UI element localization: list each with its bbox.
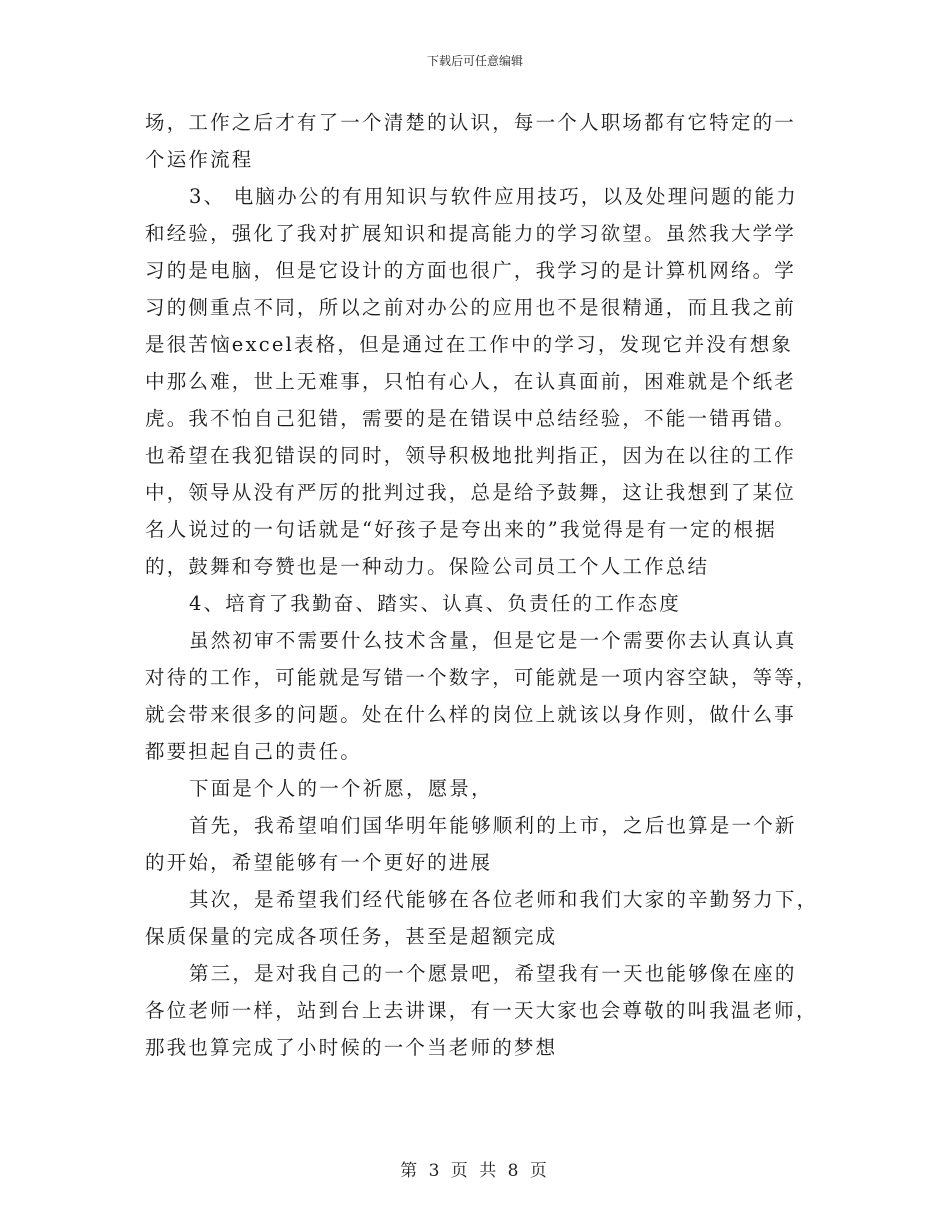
paragraph-line: 场，工作之后才有了一个清楚的认识，每一个人职场都有它特定的一 bbox=[145, 111, 797, 134]
paragraph-line: 虎。我不怕自己犯错，需要的是在错误中总结经验，不能一错再错。 bbox=[145, 407, 797, 430]
paragraph-line: 保质保量的完成各项任务，甚至是超额完成 bbox=[145, 925, 558, 948]
page-header: 下载后可任意编辑 bbox=[426, 54, 523, 68]
page-footer: 第 3 页 共 8 页 bbox=[400, 1161, 550, 1181]
paragraph-line: 那我也算完成了小时候的一个当老师的梦想 bbox=[145, 1036, 558, 1059]
paragraph-line: 习的侧重点不同，所以之前对办公的应用也不是很精通，而且我之前 bbox=[145, 296, 797, 319]
paragraph-line: 其次，是希望我们经代能够在各位老师和我们大家的辛勤努力下， bbox=[189, 888, 819, 911]
paragraph-line: 的开始，希望能够有一个更好的进展 bbox=[145, 851, 493, 874]
paragraph-line: 中那么难，世上无难事，只怕有心人，在认真面前，困难就是个纸老 bbox=[145, 370, 797, 393]
paragraph-line: 首先，我希望咱们国华明年能够顺利的上市，之后也算是一个新 bbox=[189, 814, 797, 837]
paragraph-line: 中，领导从没有严厉的批判过我，总是给予鼓舞，这让我想到了某位 bbox=[145, 481, 797, 504]
paragraph-line: 也希望在我犯错误的同时，领导积极地批判指正，因为在以往的工作 bbox=[145, 444, 797, 467]
paragraph-line: 的，鼓舞和夸赞也是一种动力。保险公司员工个人工作总结 bbox=[145, 555, 710, 578]
paragraph-line: 3、 电脑办公的有用知识与软件应用技巧，以及处理问题的能力 bbox=[189, 185, 798, 208]
paragraph-line: 个运作流程 bbox=[145, 148, 254, 171]
document-body bbox=[145, 104, 819, 1066]
paragraph-line: 第三，是对我自己的一个愿景吧，希望我有一天也能够像在座的 bbox=[189, 962, 797, 985]
paragraph-line: 对待的工作，可能就是写错一个数字，可能就是一项内容空缺，等等， bbox=[145, 666, 818, 689]
paragraph-line: 各位老师一样，站到台上去讲课，有一天大家也会尊敬的叫我温老师， bbox=[145, 999, 818, 1022]
paragraph-line: 都要担起自己的责任。 bbox=[145, 740, 363, 763]
paragraph-line: 名人说过的一句话就是“好孩子是夸出来的”我觉得是有一定的根据 bbox=[145, 518, 777, 541]
paragraph-line: 和经验，强化了我对扩展知识和提高能力的学习欲望。虽然我大学学 bbox=[145, 222, 797, 245]
paragraph-line: 虽然初审不需要什么技术含量，但是它是一个需要你去认真认真 bbox=[189, 629, 797, 652]
paragraph-line: 是很苦恼excel表格，但是通过在工作中的学习，发现它并没有想象 bbox=[145, 333, 794, 356]
paragraph-line: 就会带来很多的问题。处在什么样的岗位上就该以身作则，做什么事 bbox=[145, 703, 797, 726]
paragraph-line: 4、培育了我勤奋、踏实、认真、负责任的工作态度 bbox=[189, 592, 682, 615]
paragraph-line: 下面是个人的一个祈愿，愿景， bbox=[189, 777, 493, 800]
paragraph-line: 习的是电脑，但是它设计的方面也很广，我学习的是计算机网络。学 bbox=[145, 259, 797, 282]
